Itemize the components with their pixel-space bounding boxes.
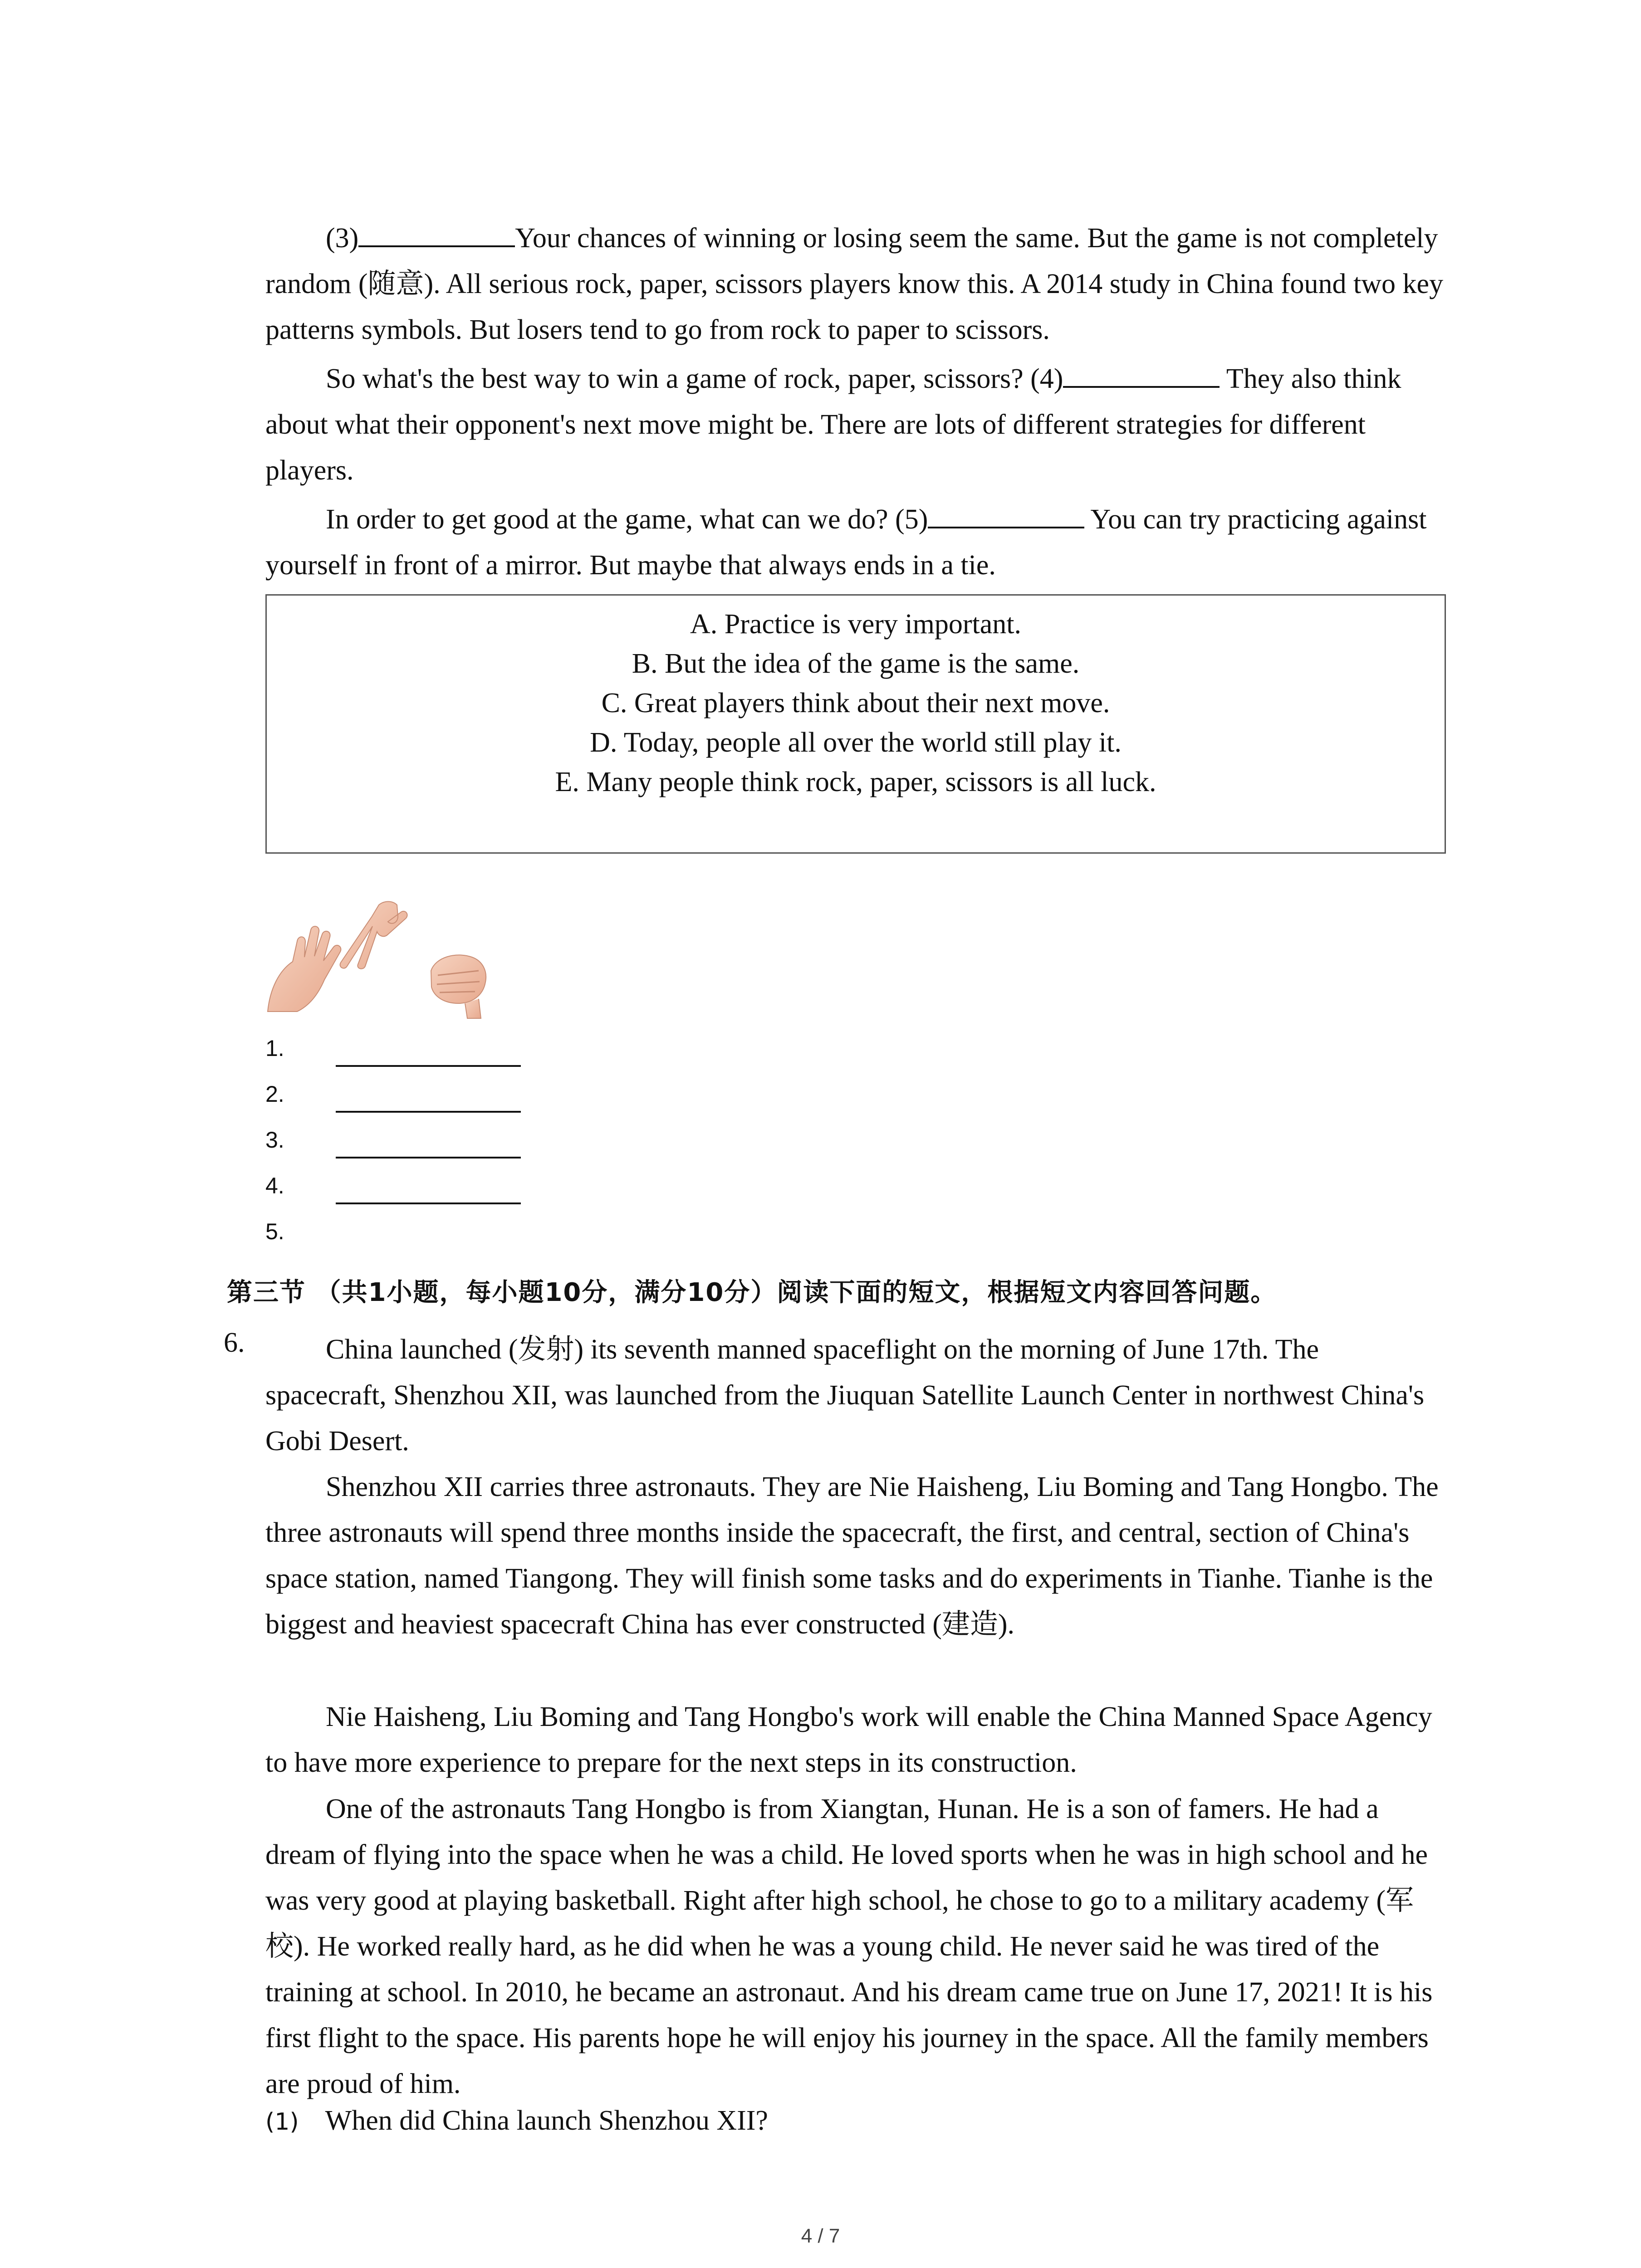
passage-paragraph-4 xyxy=(265,356,1445,494)
reading-paragraph-1: China launched (发射) its seventh manned spaceflight on the morning of June 17th. The spacecraft, Shenzhou XII, was launched from the Jiuquan Satellite Launch Center in northwest China's Gobi Desert. xyxy=(265,1334,1425,1457)
answer-blank-3[interactable] xyxy=(358,217,515,247)
section-heading: 第三节 （共1小题，每小题10分，满分10分）阅读下面的短文，根据短文内容回答问题。 xyxy=(227,1278,1277,1307)
rock-hand-icon xyxy=(431,955,486,1018)
paragraph-text: Your chances of winning or losing seem the same. But the game is not completely random (随意). All serious rock, paper, scissors players know this. A 2014 study in China found two key patterns symbols. But losers tend to go from rock to paper to scissors. xyxy=(265,223,1444,345)
rock-paper-scissors-hands-illustration xyxy=(265,898,495,1021)
option-e: E. Many people think rock, paper, scissors is all luck. xyxy=(555,767,1156,797)
option-d: D. Today, people all over the world still play it. xyxy=(590,727,1122,758)
sub-question-number: (1) xyxy=(265,2108,299,2136)
blank-label: (3) xyxy=(326,223,359,254)
page-number: 4 / 7 xyxy=(801,2225,840,2247)
options-box xyxy=(265,594,1446,854)
reading-paragraph-3: Nie Haisheng, Liu Boming and Tang Hongbo's work will enable the China Manned Space Agency to have more experience to prepare for the next steps in its construction. xyxy=(265,1701,1432,1778)
sub-question-text: When did China launch Shenzhou XII? xyxy=(325,2105,768,2136)
answer-number: 3. xyxy=(265,1127,284,1153)
option-c: C. Great players think about their next move. xyxy=(601,688,1110,719)
answer-number: 4. xyxy=(265,1173,284,1198)
paragraph-text: They also think about what their opponent's next move might be. There are lots of different strategies for different players. xyxy=(265,363,1401,486)
paper-hand-icon xyxy=(268,926,341,1012)
answer-line[interactable] xyxy=(336,1065,521,1067)
paragraph-text: In order to get good at the game, what can we do? (5) xyxy=(326,504,928,535)
question-number: 6. xyxy=(224,1327,245,1358)
answer-number: 5. xyxy=(265,1219,284,1244)
answer-blank-4[interactable] xyxy=(1063,358,1220,388)
option-b: B. But the idea of the game is the same. xyxy=(632,648,1080,679)
scissors-hand-icon xyxy=(340,902,407,969)
reading-paragraph-2: Shenzhou XII carries three astronauts. They are Nie Haisheng, Liu Boming and Tang Hongbo. The three astronauts will spend three months inside the spacecraft, the first, and central, section of China's space station, named Tiangong. They will finish some tasks and do experiments in Tianhe. Tianhe is the biggest and heaviest spacecraft China has ever constructed (建造). xyxy=(265,1471,1439,1640)
passage-paragraph-3 xyxy=(265,215,1445,353)
answer-line[interactable] xyxy=(336,1157,521,1158)
answer-blank-5[interactable] xyxy=(928,499,1084,528)
passage-paragraph-5 xyxy=(265,497,1445,588)
answer-line[interactable] xyxy=(336,1111,521,1113)
answer-number: 1. xyxy=(265,1036,284,1061)
option-a: A. Practice is very important. xyxy=(690,609,1021,640)
paragraph-text: You can try practicing against yourself in front of a mirror. But maybe that always ends in a tie. xyxy=(265,504,1427,581)
answer-line[interactable] xyxy=(336,1202,521,1204)
answer-number: 2. xyxy=(265,1081,284,1107)
reading-paragraph-4: One of the astronauts Tang Hongbo is from Xiangtan, Hunan. He is a son of famers. He had a dream of flying into the space when he was a child. He loved sports when he was in high school and he was very good at playing basketball. Right after high school, he chose to go to a military academy (军校). He worked really hard, as he did when he was a young child. He never said he was tired of the training at school. In 2010, he became an astronaut. And his dream came true on June 17, 2021! It is his first flight to the space. His parents hope he will enjoy his journey in the space. All the family members are proud of him. xyxy=(265,1794,1433,2099)
sub-question xyxy=(265,2105,768,2137)
paragraph-text: So what's the best way to win a game of rock, paper, scissors? (4) xyxy=(326,363,1063,394)
